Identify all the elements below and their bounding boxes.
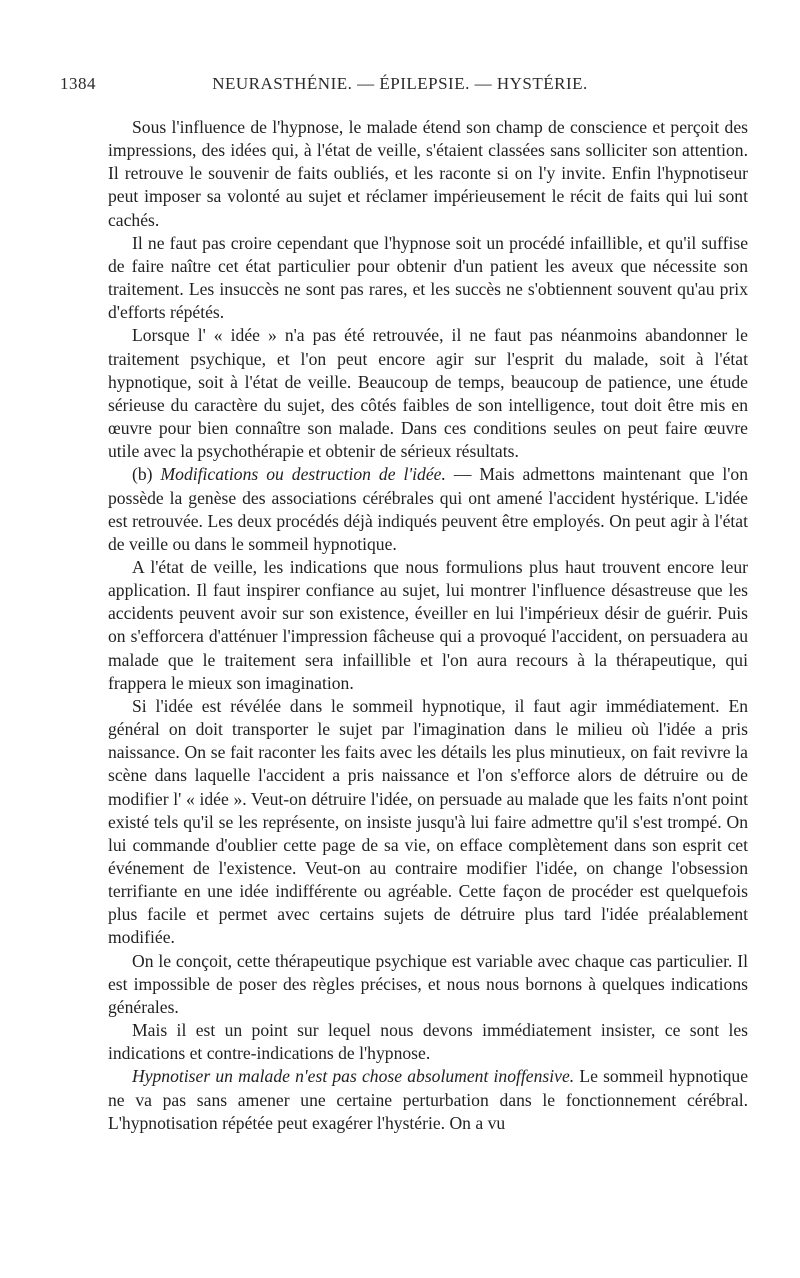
section-heading: Modifications ou destruction de l'idée. (160, 464, 446, 485)
paragraph: Mais il est un point sur lequel nous devons immédiatement insister, ce sont les indications et contre-indications de l'hypnose. (108, 1020, 748, 1064)
paragraph: A l'état de veille, les indications que nous formulions plus haut trouvent encore leur application. Il faut inspirer confiance au sujet, lui montrer l'influence désastreuse que les accidents peuvent avoir sur son existence, éveiller en lui l'impérieux désir de guérir. Puis on s'efforcera d'atténuer l'impression fâcheuse qui a provoqué l'accident, on persuadera au malade que le traitement sera infaillible et l'on aura recours à la thérapeutique, qui frappera le mieux son imagination. (108, 556, 748, 693)
paragraph: On le conçoit, cette thérapeutique psychique est variable avec chaque cas particulier. Il est impossible de poser des règles précises, et nous nous bornons à quelques indications générales. (108, 950, 748, 1017)
paragraph: Sous l'influence de l'hypnose, le malade étend son champ de conscience et perçoit des impressions, des idées qui, à l'état de veille, s'étaient classées sans solliciter son attention. Il retrouve le souvenir de faits oubliés, et les raconte si on l'y invite. Enfin l'hypnotiseur peut imposer sa volonté au sujet et réclamer impérieusement le récit de faits qui lui sont cachés. (108, 117, 748, 230)
paragraph (108, 1065, 748, 1134)
paragraph: Il ne faut pas croire cependant que l'hypnose soit un procédé infaillible, et qu'il suffise de faire naître cet état particulier pour obtenir d'un patient les aveux que nécessite son traitement. Les insuccès ne sont pas rares, et les succès ne s'obtiennent souvent qu'au prix d'efforts répétés. (108, 232, 748, 323)
paragraph: Si l'idée est révélée dans le sommeil hypnotique, il faut agir immédiatement. En général on doit transporter le sujet par l'imagination dans le milieu où l'idée a pris naissance. On se fait raconter les faits avec les détails les plus minutieux, on fait revivre la scène dans laquelle l'accident a pris naissance et l'on s'efforce alors de détruire ou de modifier l' « idée ». Veut-on détruire l'idée, on persuade au malade que les faits n'ont point existé tels qu'il se les représente, on insiste jusqu'à lui faire admettre qu'il s'est trompé. On lui commande d'oublier cette page de sa vie, on efface complètement dans son esprit cet événement de l'existence. Veut-on au contraire modifier l'idée, on change l'obsession terrifiante en une idée indifférente ou agréable. Cette façon de procéder est quelquefois plus facile et permet avec certains sujets de détruire plus tard l'idée préalablement modifiée. (108, 695, 748, 948)
page-number: 1384 (60, 74, 96, 93)
running-header (60, 74, 740, 100)
paragraph-text: — Mais admettons maintenant que l'on possède la genèse des associations cérébrales qui ont amené l'accident hystérique. L'idée est retrouvée. Les deux procédés déjà indiqués peuvent être employés. On peut agir à l'état de veille ou dans le sommeil hypnotique. (108, 464, 748, 554)
running-title: NEURASTHÉNIE. — ÉPILEPSIE. — HYSTÉRIE. (212, 74, 588, 93)
section-label: (b) (132, 464, 161, 485)
paragraph-text: Le sommeil hypnotique ne va pas sans amener une certaine perturbation dans le fonctionnement cérébral. L'hypnotisation répétée peut exagérer l'hystérie. On a vu (108, 1066, 749, 1133)
paragraph: Lorsque l' « idée » n'a pas été retrouvée, il ne faut pas néanmoins abandonner le traitement psychique, et l'on peut encore agir sur l'esprit du malade, soit à l'état hypnotique, soit à l'état de veille. Beaucoup de temps, beaucoup de patience, une étude sérieuse du caractère du sujet, des côtés faibles de son intelligence, tout doit être mis en œuvre pour bien connaître son malade. Dans ces conditions seules on peut faire œuvre utile avec la psychothérapie et obtenir de sérieux résultats. (108, 325, 748, 462)
paragraph (108, 463, 748, 556)
body-text (108, 116, 748, 1135)
emphasized-sentence: Hypnotiser un malade n'est pas chose absolument inoffensive. (132, 1066, 575, 1087)
